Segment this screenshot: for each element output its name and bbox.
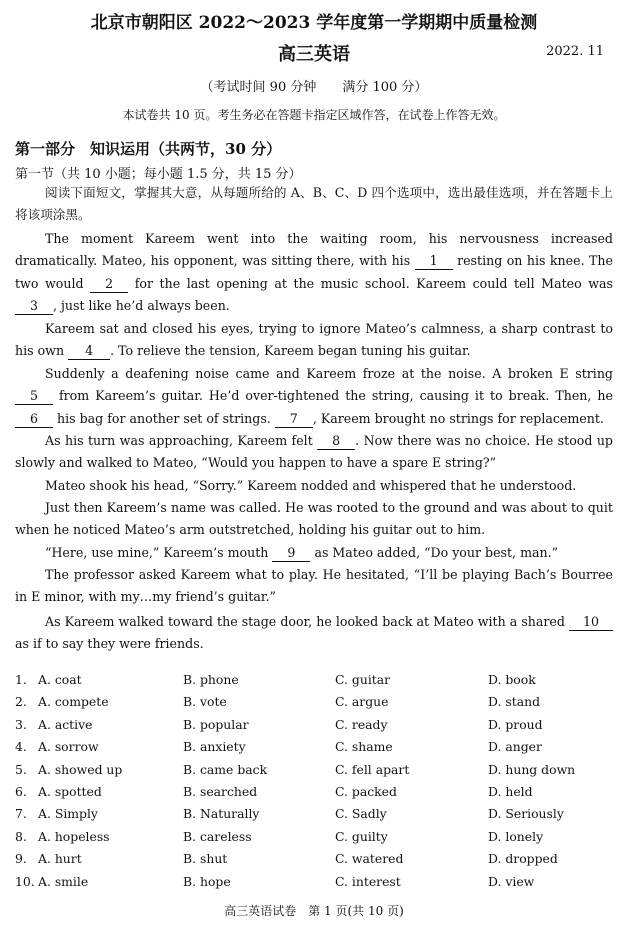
option-d: D. dropped bbox=[488, 851, 558, 867]
option-c: C. interest bbox=[335, 873, 401, 889]
option-d: D. hung down bbox=[488, 761, 576, 777]
question-number: 9. bbox=[15, 851, 27, 867]
blank-7: 7 bbox=[275, 411, 313, 428]
option-d: D. Seriously bbox=[488, 806, 564, 822]
question-number: 7. bbox=[15, 806, 27, 822]
question-number: 5. bbox=[15, 761, 27, 777]
option-b: B. popular bbox=[183, 716, 249, 732]
passage-paragraph-4: As his turn was approaching, Kareem felt 8 . Now there was no choice. He stood up slowly and walked to Mateo, “Would you happen to have a spare E string?” bbox=[15, 433, 613, 471]
option-c: C. Sadly bbox=[335, 806, 387, 822]
option-row bbox=[15, 739, 615, 761]
part-title: 第一部分 知识运用（共两节，30 分） bbox=[15, 140, 282, 158]
option-a: A. showed up bbox=[38, 761, 123, 777]
passage-paragraph-9: As Kareem walked toward the stage door, he looked back at Mateo with a shared 10 as if to say they were friends. bbox=[15, 611, 613, 656]
option-a: A. sorrow bbox=[38, 739, 99, 755]
option-row bbox=[15, 851, 615, 873]
question-number: 2. bbox=[15, 694, 27, 710]
option-row bbox=[15, 672, 615, 694]
blank-4: 4 bbox=[68, 343, 110, 360]
question-number: 4. bbox=[15, 739, 27, 755]
passage-paragraph-1: The moment Kareem went into the waiting room, his nervousness increased dramatically. Mateo, his opponent, was sitting there, with his 1 resting on his knee. The two would 2 for the last opening at the music school. Kareem could tell Mateo was 3 , just like he’d always been. bbox=[15, 231, 613, 314]
option-b: B. careless bbox=[183, 828, 252, 844]
option-a: A. active bbox=[38, 716, 93, 732]
option-c: C. fell apart bbox=[335, 761, 410, 777]
option-row bbox=[15, 784, 615, 806]
option-a: A. hurt bbox=[38, 851, 82, 867]
page-footer: 高三英语试卷 第 1 页(共 10 页) bbox=[224, 904, 404, 918]
option-d: D. proud bbox=[488, 716, 543, 732]
option-a: A. smile bbox=[38, 873, 89, 889]
exam-date: 2022. 11 bbox=[546, 44, 604, 59]
option-c: C. ready bbox=[335, 716, 388, 732]
question-number: 6. bbox=[15, 783, 27, 799]
blank-2: 2 bbox=[90, 276, 128, 293]
option-c: C. guilty bbox=[335, 828, 388, 844]
passage-paragraph-3: Suddenly a deafening noise came and Kareem froze at the noise. A broken E string 5 from Kareem’s guitar. He’d over-tightened the string, causing it to break. Then, he 6 his bag for another set of strings. 7 , Kareem brought no strings for replacement. bbox=[15, 363, 613, 430]
option-d: D. lonely bbox=[488, 828, 544, 844]
option-c: C. watered bbox=[335, 851, 404, 867]
question-number: 3. bbox=[15, 716, 27, 732]
question-number: 1. bbox=[15, 672, 27, 687]
blank-8: 8 bbox=[317, 433, 355, 450]
answer-options bbox=[15, 672, 615, 896]
question-number: 10. bbox=[15, 873, 35, 889]
option-d: D. view bbox=[488, 873, 535, 889]
passage-paragraph-2: Kareem sat and closed his eyes, trying to ignore Mateo’s calmness, a sharp contrast to his own 4 . To relieve the tension, Kareem began tuning his guitar. bbox=[15, 321, 613, 359]
option-b: B. searched bbox=[183, 783, 258, 799]
blank-10: 10 bbox=[569, 614, 613, 631]
time-score-line: （考试时间 90 分钟 满分 100 分） bbox=[200, 80, 428, 95]
option-row bbox=[15, 717, 615, 739]
option-d: D. anger bbox=[488, 739, 542, 755]
option-c: C. shame bbox=[335, 739, 393, 755]
option-row bbox=[15, 829, 615, 851]
blank-5: 5 bbox=[15, 388, 53, 405]
section-title: 第一节（共 10 小题；每小题 1.5 分，共 15 分） bbox=[15, 167, 302, 182]
option-c: C. argue bbox=[335, 694, 389, 710]
passage-paragraph-8: The professor asked Kareem what to play. He hesitated, “I’ll be playing Bach’s Bourree in E minor, with my…my friend’s guitar.” bbox=[15, 567, 613, 605]
instruction-text: 阅读下面短文，掌握其大意，从每题所给的 A、B、C、D 四个选项中，选出最佳选项，并在答题卡上将该项涂黑。 bbox=[15, 185, 613, 223]
option-d: D. held bbox=[488, 783, 533, 799]
option-d: D. stand bbox=[488, 694, 541, 710]
option-b: B. came back bbox=[183, 761, 268, 777]
subject-title: 高三英语 bbox=[278, 44, 350, 65]
option-d: D. book bbox=[488, 672, 536, 687]
option-a: A. hopeless bbox=[38, 828, 110, 844]
option-row bbox=[15, 694, 615, 716]
blank-9: 9 bbox=[272, 545, 310, 562]
option-b: B. Naturally bbox=[183, 806, 260, 822]
option-c: C. packed bbox=[335, 783, 397, 799]
option-a: A. coat bbox=[38, 672, 82, 687]
option-a: A. compete bbox=[38, 694, 109, 710]
passage-paragraph-5: Mateo shook his head, “Sorry.” Kareem nodded and whispered that he understood. bbox=[45, 478, 577, 493]
option-b: B. shut bbox=[183, 851, 228, 867]
exam-notice: 本试卷共 10 页。考生务必在答题卡指定区域作答，在试卷上作答无效。 bbox=[122, 108, 506, 122]
blank-1: 1 bbox=[415, 253, 453, 270]
option-c: C. guitar bbox=[335, 672, 391, 687]
option-row bbox=[15, 874, 615, 896]
passage-paragraph-7: “Here, use mine,” Kareem’s mouth 9 as Mateo added, “Do your best, man.” bbox=[45, 545, 559, 560]
option-row bbox=[15, 762, 615, 784]
option-row bbox=[15, 806, 615, 828]
option-b: B. phone bbox=[183, 672, 239, 687]
passage-paragraph-6: Just then Kareem’s name was called. He was rooted to the ground and was about to quit when he noticed Mateo’s arm outstretched, holding his guitar out to him. bbox=[15, 500, 613, 538]
option-b: B. vote bbox=[183, 694, 227, 710]
option-a: A. spotted bbox=[38, 783, 102, 799]
question-number: 8. bbox=[15, 828, 27, 844]
blank-6: 6 bbox=[15, 411, 53, 428]
option-a: A. Simply bbox=[38, 806, 98, 822]
option-b: B. anxiety bbox=[183, 739, 246, 755]
exam-title: 北京市朝阳区 2022～2023 学年度第一学期期中质量检测 bbox=[90, 13, 538, 33]
blank-3: 3 bbox=[15, 298, 53, 315]
option-b: B. hope bbox=[183, 873, 231, 889]
